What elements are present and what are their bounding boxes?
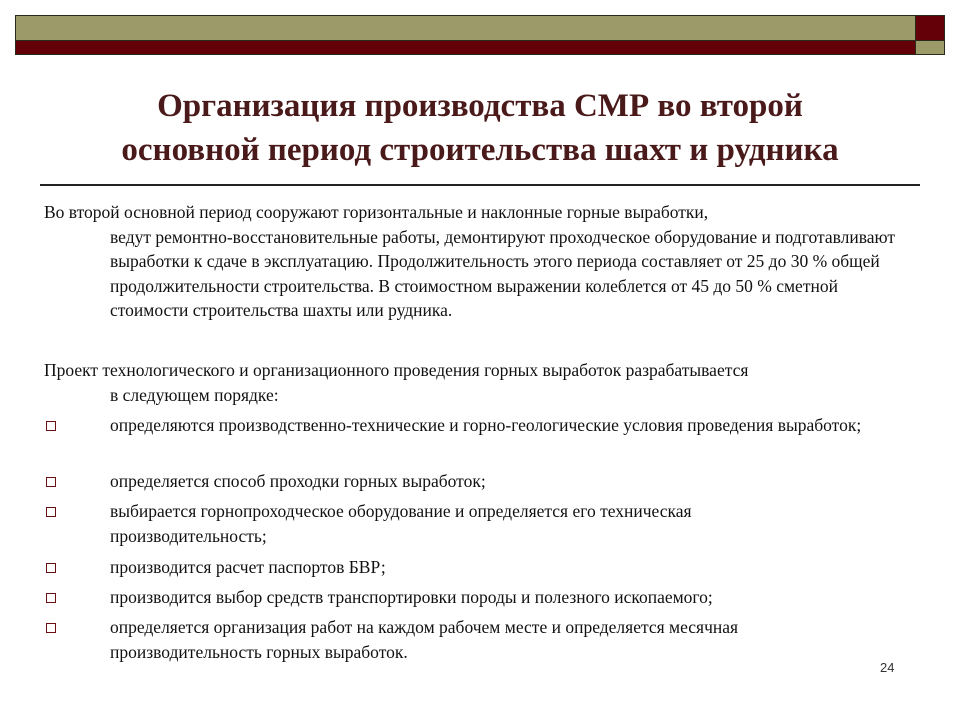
list-item-text: производится расчет паспортов БВР; [110,557,386,577]
list-item [44,413,914,438]
list-item-text: производится выбор средств транспортировки породы и полезного ископаемого; [110,587,713,607]
paragraph-rest: ведут ремонтно-восстановительные работы, демонтируют проходческое оборудование и подготавливают выработки к сдаче в эксплуатацию. Продолжительность этого периода составляет от 25 до 30 % общей продолжительности строительства. В стоимостном выражении колеблется от 45 до 50 % сметной стоимости строительства шахты или рудника. [110,226,896,320]
list-item-text: определяется организация работ на каждом рабочем месте и определяется месячная производительность горных выработок. [110,617,739,662]
paragraph [44,358,914,407]
paragraph [44,200,914,323]
title-line: основной период строительства шахт и рудника [121,132,839,168]
list-item [44,499,914,548]
title-divider [40,184,920,186]
list-item-text: выбирается горнопроходческое оборудование и определяется его техническая производительность; [110,501,692,546]
list-item [44,615,914,664]
header-bar-maroon [15,40,916,55]
paragraph-rest: в следующем порядке: [110,384,279,405]
corner-square-olive [915,40,945,55]
square-bullet-icon [46,507,56,517]
square-bullet-icon [46,623,56,633]
page-number: 24 [880,660,895,675]
list-item-text: определяются производственно-технические и горно-геологические условия проведения выработок; [110,415,862,435]
list-item [44,585,914,610]
square-bullet-icon [46,421,56,431]
paragraph-first-line: Во второй основной период сооружают горизонтальные и наклонные горные выработки, [44,202,709,222]
list-item [44,469,914,494]
square-bullet-icon [46,593,56,603]
square-bullet-icon [46,563,56,573]
square-bullet-icon [46,477,56,487]
list-item [44,555,914,580]
paragraph-first-line: Проект технологического и организационного проведения горных выработок разрабатывается [44,360,749,380]
list-item-text: определяется способ проходки горных выработок; [110,471,486,491]
title-line: Организация производства СМР во второй [157,88,803,124]
corner-square-maroon [915,15,945,41]
header-bar-olive [15,15,916,41]
slide-title [40,84,920,172]
